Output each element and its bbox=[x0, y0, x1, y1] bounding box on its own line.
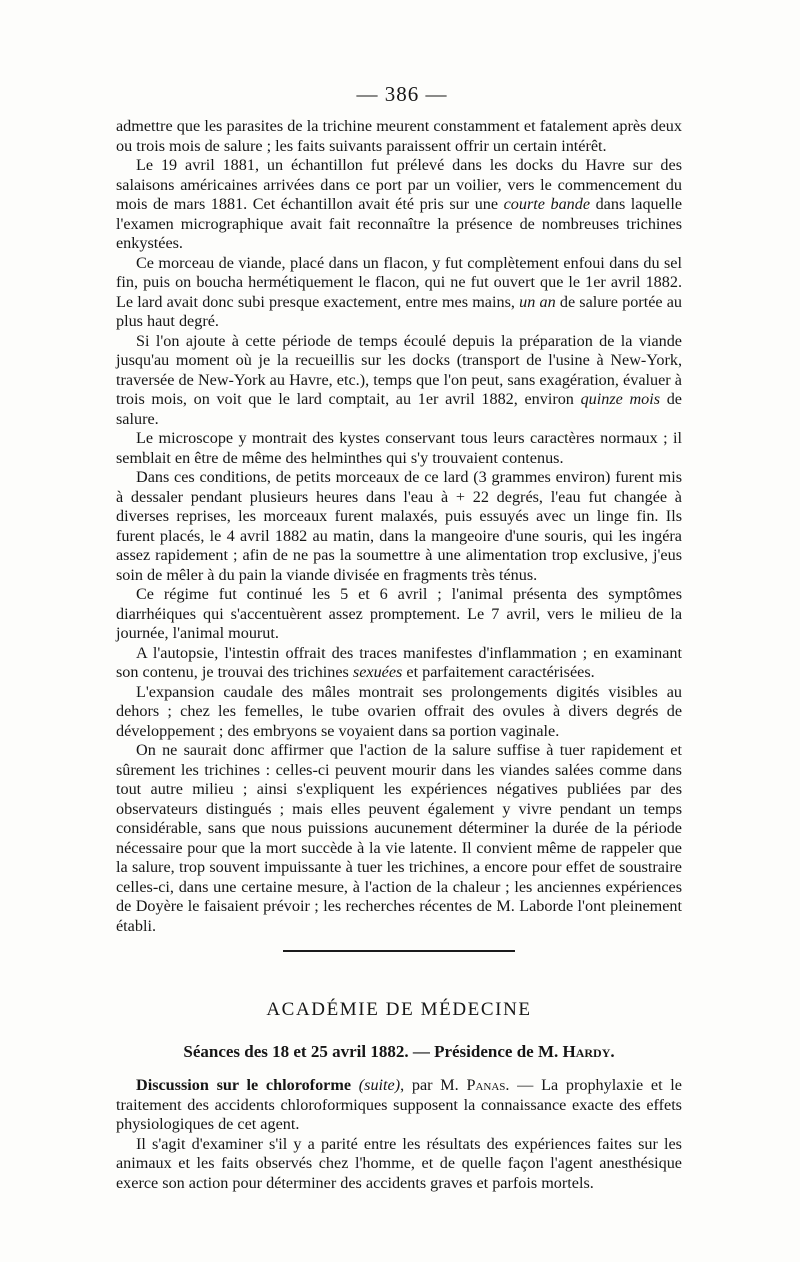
discussion-suite: (suite) bbox=[358, 1076, 401, 1094]
session-heading bbox=[116, 1042, 682, 1062]
paragraph bbox=[116, 254, 682, 332]
paragraph-text: Ce morceau de viande, placé dans un flacon, y fut complètement enfoui dans du sel fin, puis on boucha hermétiquement le flacon, qui ne fut ouvert que le 1er avril 1882. Le lard avait donc subi presque exactement, entre mes mains, bbox=[116, 253, 682, 311]
italic-text: sexuées bbox=[352, 663, 403, 681]
paragraph-text: L'expansion caudale des mâles montrait ses prolongements digités visibles au dehors ; chez les femelles, le tube ovarien offrait des ovules à divers degrés de développement ; des embryons se voyaient dans sa portion vaginale. bbox=[116, 682, 682, 740]
paragraph bbox=[116, 117, 682, 156]
discussion-by: , par M. bbox=[400, 1076, 467, 1094]
last-paragraph: Il s'agit d'examiner s'il y a parité entre les résultats des expériences faites sur les animaux et les faits observés chez l'homme, et de quelle façon l'agent anesthésique exerce son action pour déterminer des accidents graves et parfois mortels. bbox=[116, 1134, 682, 1192]
paragraph-text: de salure portée au plus haut degré. bbox=[116, 292, 683, 330]
paragraph bbox=[116, 585, 682, 644]
paragraph-text: Le microscope y montrait des kystes conservant tous leurs caractères normaux ; il semblait en être de même des helminthes qui s'y trouvaient contenus. bbox=[116, 429, 682, 467]
paragraph bbox=[116, 741, 682, 936]
article-body bbox=[116, 117, 682, 936]
paragraph bbox=[116, 644, 682, 683]
paragraph bbox=[116, 683, 682, 742]
page-number: — 386 — bbox=[356, 82, 448, 106]
paragraph-text: A l'autopsie, l'intestin offrait des traces manifestes d'inflammation ; en examinant son contenu, je trouvai des trichines bbox=[116, 643, 682, 681]
discussion-rest: — La prophylaxie et le traitement des accidents chloroformiques supposent la connaissance exacte des effets physiologiques de cet agent. bbox=[116, 1076, 682, 1133]
session-president: Hardy. bbox=[562, 1042, 615, 1061]
paragraph-text: Si l'on ajoute à cette période de temps écoulé depuis la préparation de la viande jusqu'au moment où je la recueillis sur les docks (transport de l'usine à New-York, traversée de New-York au Havre, etc.), temps que l'on peut, sans exagération, évaluer à trois mois, on voit que le lard comptait, au 1er avril 1882, environ bbox=[116, 331, 682, 408]
paragraph-text: Dans ces conditions, de petits morceaux de ce lard (3 grammes environ) furent mis à dessaler pendant plusieurs heures dans l'eau à + 22 degrés, l'eau fut changée à diverses reprises, les morceaux furent malaxés, puis essuyés avec un linge fin. Ils furent placés, le 4 avril 1882 au matin, dans la mangeoire d'une souris, qui les ingéra assez rapidement ; afin de ne pas la soumettre à une alimentation trop exclusive, j'eus soin de mêler à du pain la viande divisée en fragments très ténus. bbox=[116, 468, 682, 584]
paragraph bbox=[116, 468, 682, 585]
italic-text: quinze mois bbox=[580, 390, 661, 408]
paragraph-text: admettre que les parasites de la trichine meurent constamment et fatalement après deux ou trois mois de salure ; les faits suivants paraissent offrir un certain intérêt. bbox=[116, 117, 682, 155]
italic-text: un an bbox=[519, 292, 556, 311]
discussion-speaker: Panas. bbox=[466, 1076, 510, 1094]
discussion-section bbox=[116, 1076, 682, 1193]
paragraph-text: Le 19 avril 1881, un échantillon fut prélevé dans les docks du Havre sur des salaisons américaines arrivées dans ce port par un voilier, vers le commencement du mois de mars 1881. Cet échantillon avait été pris sur une bbox=[116, 156, 682, 213]
paragraph-text: On ne saurait donc affirmer que l'action de la salure suffise à tuer rapidement et sûrement les trichines : celles-ci peuvent mourir dans les viandes salées comme dans tout autre milieu ; ainsi s'expliquent les expériences négatives publiées par des observateurs distingués ; mais elles peuvent également y vivre pendant un temps considérable, sans que nous puissions aucunement déterminer la durée de la période nécessaire pour que la mort succède à la vie latente. Il convient même de rappeler que la salure, trop souvent impuissante à tuer les trichines, a encore pour effet de soustraire celles-ci, dans une certaine mesure, à l'action de la chaleur ; les anciennes expériences de Doyère le faisaient prévoir ; les recherches récentes de M. Laborde l'ont pleinement établi. bbox=[116, 741, 682, 935]
paragraph-text: de salure. bbox=[116, 390, 682, 428]
discussion-paragraph bbox=[116, 1076, 682, 1135]
paragraph-text: et parfaitement caractérisées. bbox=[402, 663, 595, 681]
session-text: Séances des 18 et 25 avril 1882. — Présidence de M. bbox=[183, 1042, 563, 1061]
paragraph bbox=[116, 429, 682, 468]
section-divider bbox=[283, 950, 515, 952]
paragraph bbox=[116, 156, 682, 254]
section-title: ACADÉMIE DE MÉDECINE bbox=[266, 999, 532, 1020]
italic-text: courte bande bbox=[503, 195, 591, 213]
paragraph bbox=[116, 332, 682, 430]
discussion-lead: Discussion sur le chloroforme bbox=[136, 1076, 352, 1094]
paragraph-text: Ce régime fut continué les 5 et 6 avril ; l'animal présenta des symptômes diarrhéiques qui s'accentuèrent assez promptement. Le 7 avril, vers le milieu de la journée, l'animal mourut. bbox=[116, 585, 682, 642]
paragraph-text: dans laquelle l'examen micrographique avait fait reconnaître la présence de nombreuses trichines enkystées. bbox=[116, 195, 683, 252]
